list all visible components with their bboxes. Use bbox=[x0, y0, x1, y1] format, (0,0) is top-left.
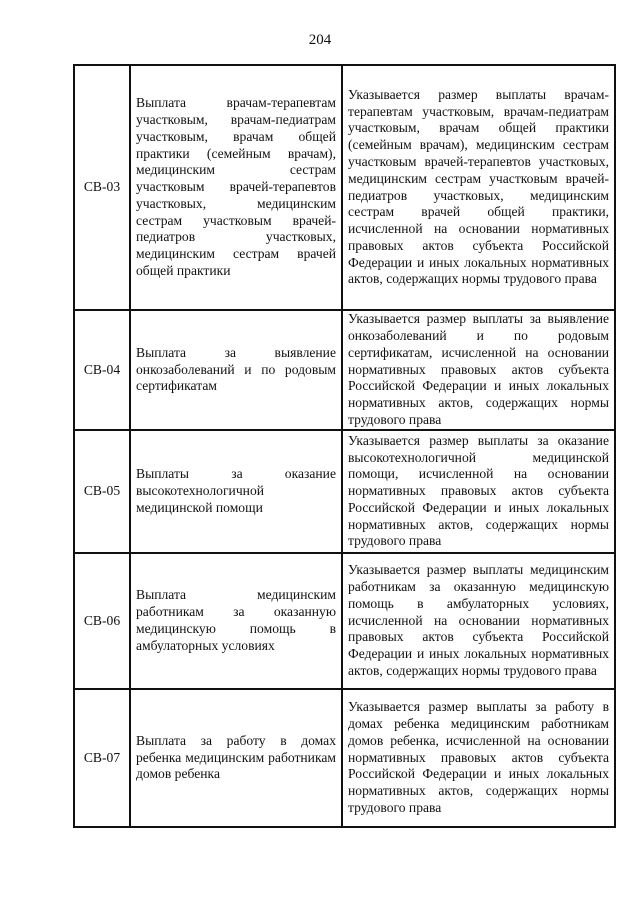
row-code: СВ-07 bbox=[74, 689, 130, 827]
row-payment-name: Выплата за работу в домах ребенка медицинским работникам домов ребенка bbox=[130, 689, 342, 827]
row-description: Указывается размер выплаты за оказание высокотехнологичной медицинской помощи, исчисленной на основании нормативных правовых актов субъекта Российской Федерации и иных локальных нормативных актов, содержащих нормы трудового права bbox=[342, 430, 615, 553]
row-description: Указывается размер выплаты врачам-терапевтам участковым, врачам-педиатрам участковым, врачам общей практики (семейным врачам), медицинским сестрам участковым врачей-терапевтов участковых, медицинским сестрам участковым врачей-педиатров участковых, медицинским сестрам врачей общей практики, исчисленной на основании нормативных правовых актов субъекта Российской Федерации и иных локальных нормативных актов, содержащих нормы трудового права bbox=[342, 65, 615, 310]
row-code: СВ-06 bbox=[74, 553, 130, 689]
row-description: Указывается размер выплаты за выявление онкозаболеваний и по родовым сертификатам, исчисленной на основании нормативных правовых актов субъекта Российской Федерации и иных локальных нормативных актов, содержащих нормы трудового права bbox=[342, 310, 615, 430]
row-payment-name: Выплата медицинским работникам за оказанную медицинскую помощь в амбулаторных условиях bbox=[130, 553, 342, 689]
row-description: Указывается размер выплаты медицинским работникам за оказанную медицинскую помощь в амбулаторных условиях, исчисленной на основании нормативных правовых актов субъекта Российской Федерации и иных локальных нормативных актов, содержащих нормы трудового права bbox=[342, 553, 615, 689]
table-row bbox=[74, 689, 615, 827]
table-row bbox=[74, 430, 615, 553]
row-payment-name: Выплаты за оказание высокотехнологичной медицинской помощи bbox=[130, 430, 342, 553]
table-row bbox=[74, 310, 615, 430]
page-number: 204 bbox=[308, 32, 332, 48]
row-code: СВ-04 bbox=[74, 310, 130, 430]
row-code: СВ-05 bbox=[74, 430, 130, 553]
row-description: Указывается размер выплаты за работу в домах ребенка медицинским работникам домов ребенка, исчисленной на основании нормативных правовых актов субъекта Российской Федерации и иных локальных нормативных актов, содержащих нормы трудового права bbox=[342, 689, 615, 827]
row-payment-name: Выплата за выявление онкозаболеваний и по родовым сертификатам bbox=[130, 310, 342, 430]
table-row bbox=[74, 65, 615, 310]
row-code: СВ-03 bbox=[74, 65, 130, 310]
payments-table bbox=[73, 64, 616, 828]
table-row bbox=[74, 553, 615, 689]
row-payment-name: Выплата врачам-терапевтам участковым, врачам-педиатрам участковым, врачам общей практики (семейным врачам), медицинским сестрам участковым врачей-терапевтов участковых, медицинским сестрам участковым врачей-педиатров участковых, медицинским сестрам врачей общей практики bbox=[130, 65, 342, 310]
